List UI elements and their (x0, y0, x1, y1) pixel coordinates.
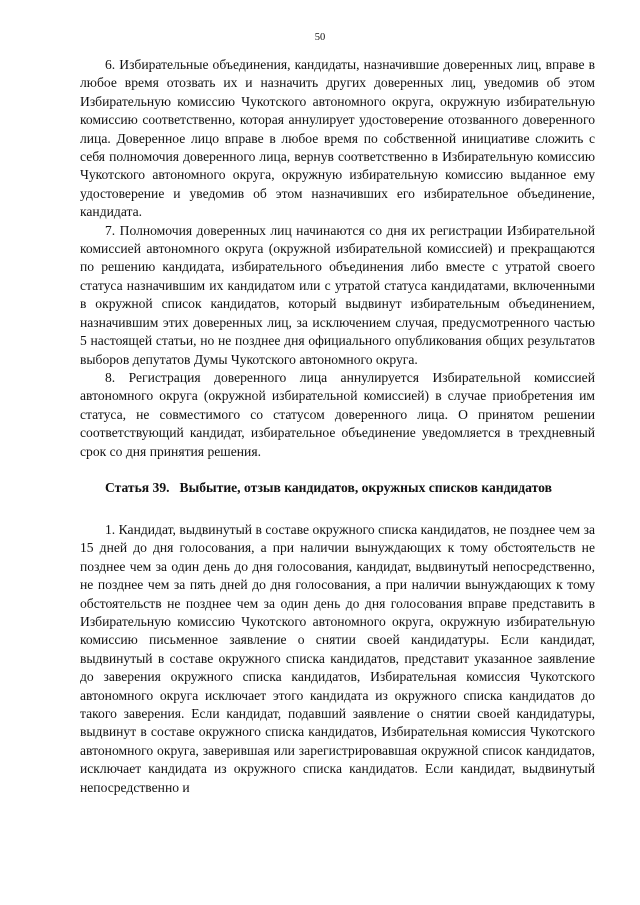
article-title: Выбытие, отзыв кандидатов, окружных списков кандидатов (179, 479, 552, 495)
article-heading (80, 479, 595, 496)
paragraph-part-7: 7. Полномочия доверенных лиц начинаются со дня их регистрации Избирательной комиссией автономного округа (окружной избирательной комиссией) и прекращаются по решению кандидата, избирательного объединения либо вместе с утратой своего статуса назначившим их кандидатом или с утратой статуса кандидатами, включенными в окружной список кандидатов, который выдвинут избирательным объединением, назначившим этих доверенных лиц, за исключением случая, предусмотренного частью 5 настоящей статьи, но не позднее дня официального опубликования общих результатов выборов депутатов Думы Чукотского автономного округа. (80, 222, 595, 367)
paragraph-article-39-part-1: 1. Кандидат, выдвинутый в составе окружного списка кандидатов, не позднее чем за 15 дней до дня голосования, а при наличии вынуждающих к тому обстоятельств не позднее чем за один день до дня голосования, кандидат, выдвинутый непосредственно, не позднее чем за пять дней до дня голосования, а при наличии вынуждающих к тому обстоятельств не позднее чем за один день до дня голосования вправе представить в Избирательную комиссию Чукотского автономного округа, окружную избирательную комиссию письменное заявление о снятии своей кандидатуры. Если кандидат, выдвинутый в составе окружного списка кандидатов, представит указанное заявление до заверения окружного списка кандидатов, Избирательная комиссия Чукотского автономного округа исключает этого кандидата из окружного списка кандидатов до такого заверения. Если кандидат, подавший заявление о снятии своей кандидатуры, выдвинут в составе окружного списка кандидатов, Избирательная комиссия Чукотского автономного округа, заверившая или зарегистрировавшая окружной список кандидатов, исключает кандидата из окружного списка кандидатов. Если кандидат, выдвинутый непосредственно и (80, 521, 595, 795)
paragraph-part-6: 6. Избирательные объединения, кандидаты, назначившие доверенных лиц, вправе в любое время отозвать их и назначить других доверенных лиц, уведомив об этом Избирательную комиссию Чукотского автономного округа, окружную избирательную комиссию соответственно, которая аннулирует удостоверение отозванного доверенного лица. Доверенное лицо вправе в любое время по собственной инициативе сложить с себя полномочия доверенного лица, вернув соответственно в Избирательную комиссию Чукотского автономного округа, окружную избирательную комиссию выданное ему удостоверение и уведомив об этом назначивших его избирательное объединение, кандидата. (80, 57, 595, 220)
paragraph-part-8: 8. Регистрация доверенного лица аннулируется Избирательной комиссией автономного округа (окружной избирательной комиссией) в случае приобретения им статуса, не совместимого со статусом доверенного лица. О принятом решении соответствующий кандидат, избирательное объединение уведомляется в трехдневный срок со дня принятия решения. (80, 369, 595, 459)
page-number: 50 (314, 32, 326, 43)
article-number: Статья 39. (105, 479, 170, 495)
document-body (80, 56, 595, 797)
